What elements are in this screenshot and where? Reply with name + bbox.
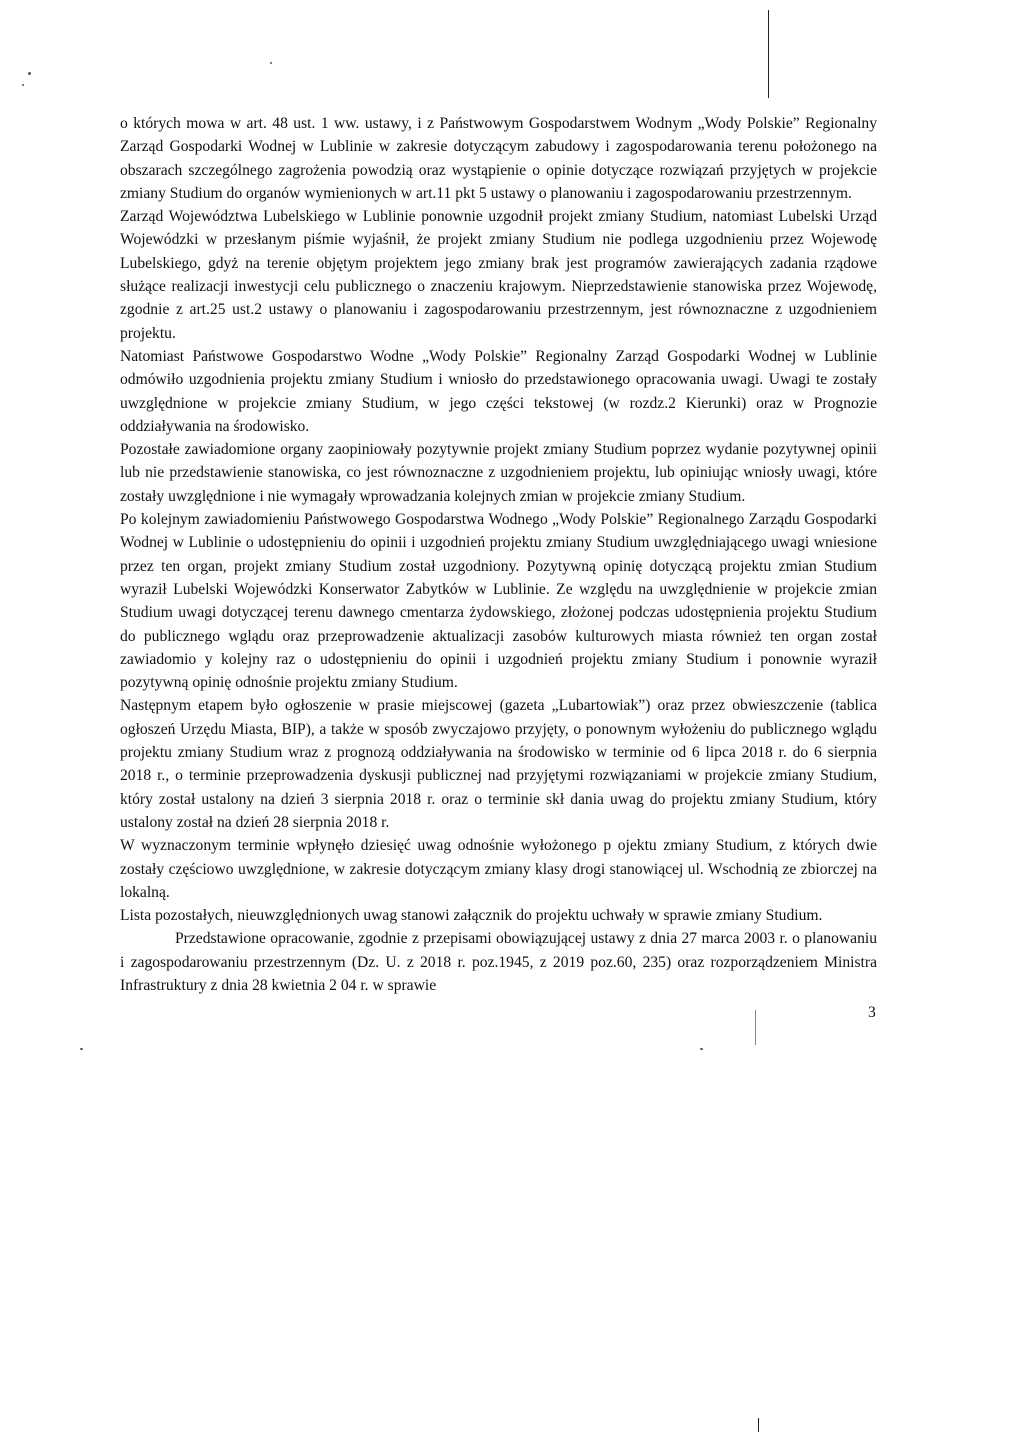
paragraph-legal-basis: Przedstawione opracowanie, zgodnie z przepisami obowiązującej ustawy z dnia 27 marca 2003 r. o planowaniu i zagospodarowaniu przestrzennym (Dz. U. z 2018 r. poz.1945, z 2019 poz.60, 235) oraz rozporządzeniem Ministra Infrastruktury z dnia 28 kwietnia 2 04 r. w sprawie — [120, 930, 877, 994]
page-number: 3 — [868, 1004, 876, 1021]
paragraph-voivodeship-agreement: Zarząd Województwa Lubelskiego w Lublinie ponownie uzgodnił projekt zmiany Studium, natomiast Lubelski Urząd Wojewódzki w przesłanym piśmie wyjaśnił, że projekt zmiany Studium nie podlega uzgodnieniu przez Wojewodę Lubelskiego, gdyż na terenie objętym projektem jego zmiany brak jest programów zawierających zadania rządowe służące realizacji inwestycji celu publicznego o znaczeniu krajowym. Nieprzedstawienie stanowiska przez Wojewodę, zgodnie z art.25 ust.2 ustawy o planowaniu i zagospodarowaniu przestrzennym, jest równoznaczne z uzgodnieniem projektu. — [120, 208, 877, 342]
scan-artifact-speck — [22, 84, 24, 86]
document-page — [120, 112, 877, 997]
paragraph-comments-list: Lista pozostałych, nieuwzględnionych uwag stanowi załącznik do projektu uchwały w sprawie zmiany Studium. — [120, 907, 823, 925]
scan-artifact-speck — [270, 62, 272, 64]
scan-artifact-speck — [28, 72, 31, 75]
paragraph-other-authorities: Pozostałe zawiadomione organy zaopiniowały pozytywnie projekt zmiany Studium poprzez wydanie pozytywnej opinii lub nie przedstawienie stanowiska, co jest równoznaczne z uzgodnieniem projektu, lub opiniując wniosły uwagi, które zostały uwzględnione i nie wymagały wprowadzania kolejnych zmian w projekcie zmiany Studium. — [120, 441, 877, 505]
paragraph-public-announcement: Następnym etapem było ogłoszenie w prasie miejscowej (gazeta „Lubartowiak”) oraz przez obwieszczenie (tablica ogłoszeń Urzędu Miasta, BIP), a także w sposób zwyczajowo przyjęty, o ponownym wyłożeniu do publicznego wglądu projektu zmiany Studium wraz z prognozą oddziaływania na środowisko w terminie od 6 lipca 2018 r. do 6 sierpnia 2018 r., o terminie przeprowadzenia dyskusji publicznej nad przyjętymi rozwiązaniami w projekcie zmiany Studium, który został ustalony na dzień 3 sierpnia 2018 r. oraz o terminie skł dania uwag do projektu zmiany Studium, który ustalony został na dzień 28 sierpnia 2018 r. — [120, 697, 877, 831]
scan-artifact-speck — [80, 1048, 83, 1050]
paragraph-wody-polskie-refusal: Natomiast Państwowe Gospodarstwo Wodne „Wody Polskie” Regionalny Zarząd Gospodarki Wodnej w Lublinie odmówiło uzgodnienia projektu zmiany Studium i wniosło do przedstawionego opracowania uwagi. Uwagi te zostały uwzględnione w projekcie zmiany Studium, w jego części tekstowej (w rozdz.2 Kierunki) oraz w Prognozie oddziaływania na środowisko. — [120, 347, 877, 435]
paragraph-renewed-notification: Po kolejnym zawiadomieniu Państwowego Gospodarstwa Wodnego „Wody Polskie” Regionalnego Zarządu Gospodarki Wodnej w Lublinie o udostępnieniu do opinii i uzgodnień projektu zmiany Studium uwzględniającego uwagi wniesione przez ten organ, projekt zmiany Studium został uzgodniony. Pozytywną opinię dotyczącą projektu zmian Studium wyraził Lubelski Wojewódzki Konserwator Zabytków w Lublinie. Ze względu na uwzględnienie w projekcie zmian Studium uwagi dotyczącej terenu dawnego cmentarza żydowskiego, złożonej podczas udostępnienia projektu Studium do publicznego wglądu oraz przeprowadzenie aktualizacji zasobów kulturowych miasta również ten organ został zawiadomio y kolejny raz o udostępnieniu do opinii i uzgodnień projektu zmiany Studium i ponownie wyraził pozytywną opinię odnośnie projektu zmiany Studium. — [120, 511, 877, 692]
paragraph-consultations-intro: o których mowa w art. 48 ust. 1 ww. ustawy, i z Państwowym Gospodarstwem Wodnym „Wody Polskie” Regionalny Zarząd Gospodarki Wodnej w Lublinie w zakresie dotyczącym zabudowy i zagospodarowania terenu położonego na obszarach szczególnego zagrożenia powodzią oraz wystąpienie o opinie dotyczące rozwiązań przyjętych w projekcie zmiany Studium do organów wymienionych w art.11 pkt 5 ustawy o planowaniu i zagospodarowaniu przestrzennym. — [120, 115, 877, 202]
scan-artifact-line — [755, 1010, 756, 1045]
scan-artifact-speck — [700, 1048, 703, 1050]
scan-artifact-line — [768, 10, 769, 98]
scan-artifact-line — [758, 1418, 759, 1432]
paragraph-submitted-comments: W wyznaczonym terminie wpłynęło dziesięć uwag odnośnie wyłożonego p ojektu zmiany Studium, z których dwie zostały częściowo uwzględnione, w zakresie dotyczącym zmiany klasy drogi stanowiącej ul. Wschodnią ze zbiorczej na lokalną. — [120, 837, 877, 901]
